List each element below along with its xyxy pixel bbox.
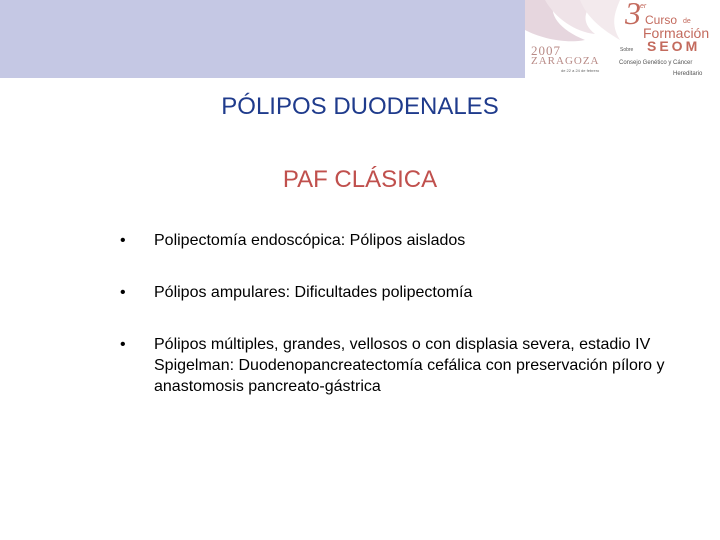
logo-formacion: Formación — [643, 25, 710, 41]
logo-topic-line1: Consejo Genético y Cáncer — [619, 60, 693, 66]
logo-edition-suffix: er — [640, 3, 647, 10]
bullet-dot: • — [120, 284, 126, 301]
conference-logo — [525, 0, 720, 78]
logo-dates: de 22 a 24 de febrero — [561, 68, 600, 73]
bullet-dot: • — [120, 232, 126, 249]
logo-curso: Curso — [645, 13, 678, 27]
logo-de: de — [683, 18, 691, 25]
slide-title: PÓLIPOS DUODENALES — [221, 93, 499, 120]
bullet-text: Polipectomía endoscópica: Pólipos aislados — [154, 232, 466, 249]
slide-subtitle: PAF CLÁSICA — [282, 166, 438, 193]
logo-swoosh-graphic — [525, 0, 625, 48]
logo-topic-line2: Hereditario — [673, 71, 703, 77]
logo-sobre: Sobre — [620, 47, 634, 53]
logo-edition-number: 3 — [625, 0, 641, 31]
logo-seom: SEOM — [647, 38, 701, 54]
logo-city: ZARAGOZA — [531, 55, 600, 67]
bullet-text: Pólipos ampulares: Dificultades polipectomía — [154, 284, 473, 301]
logo-year: 2007 — [531, 43, 561, 58]
bullet-dot: • — [120, 336, 126, 353]
bullet-text: Pólipos múltiples, grandes, vellosos o con displasia severa, estadio IV Spigelman: Duodenopancreatectomía cefálica con preservación píloro y anastomosis pancreato-gástrica — [154, 336, 665, 395]
